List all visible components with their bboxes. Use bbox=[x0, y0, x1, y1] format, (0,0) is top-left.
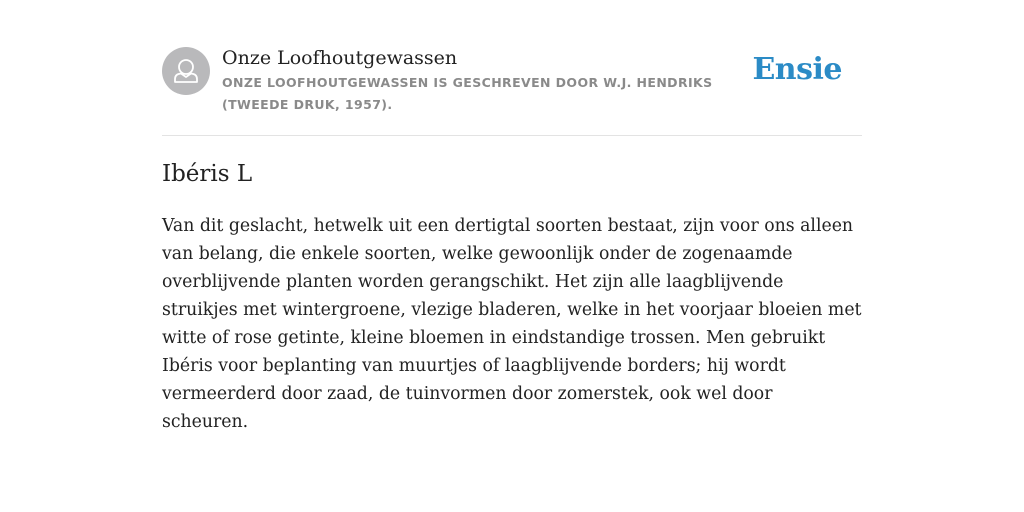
ensie-logo-link[interactable]: Ensie bbox=[752, 52, 842, 87]
book-subtitle: ONZE LOOFHOUTGEWASSEN IS GESCHREVEN DOOR W.J. HENDRIKS (TWEEDE DRUK, 1957). bbox=[222, 75, 713, 112]
entry-header bbox=[162, 46, 862, 116]
user-avatar-icon[interactable] bbox=[162, 47, 210, 95]
book-title[interactable]: Onze Loofhoutgewassen bbox=[222, 47, 458, 69]
header-divider bbox=[162, 135, 862, 136]
entry-title: Ibéris L bbox=[162, 161, 253, 187]
entry-body: Van dit geslacht, hetwelk uit een dertigtal soorten bestaat, zijn voor ons alleen van belang, die enkele soorten, welke gewoonlijk onder de zogenaamde overblijvende planten worden gerangschikt. Het zijn alle laagblijvende struikjes met wintergroene, vlezige bladeren, welke in het voorjaar bloeien met witte of rose getinte, kleine bloemen in eindstandige trossen. Men gebruikt Ibéris voor beplanting van muurtjes of laagblijvende borders; hij wordt vermeerderd door zaad, de tuinvormen door zomerstek, ook wel door scheuren. bbox=[162, 216, 862, 432]
avatar-silhouette-icon bbox=[162, 47, 210, 95]
